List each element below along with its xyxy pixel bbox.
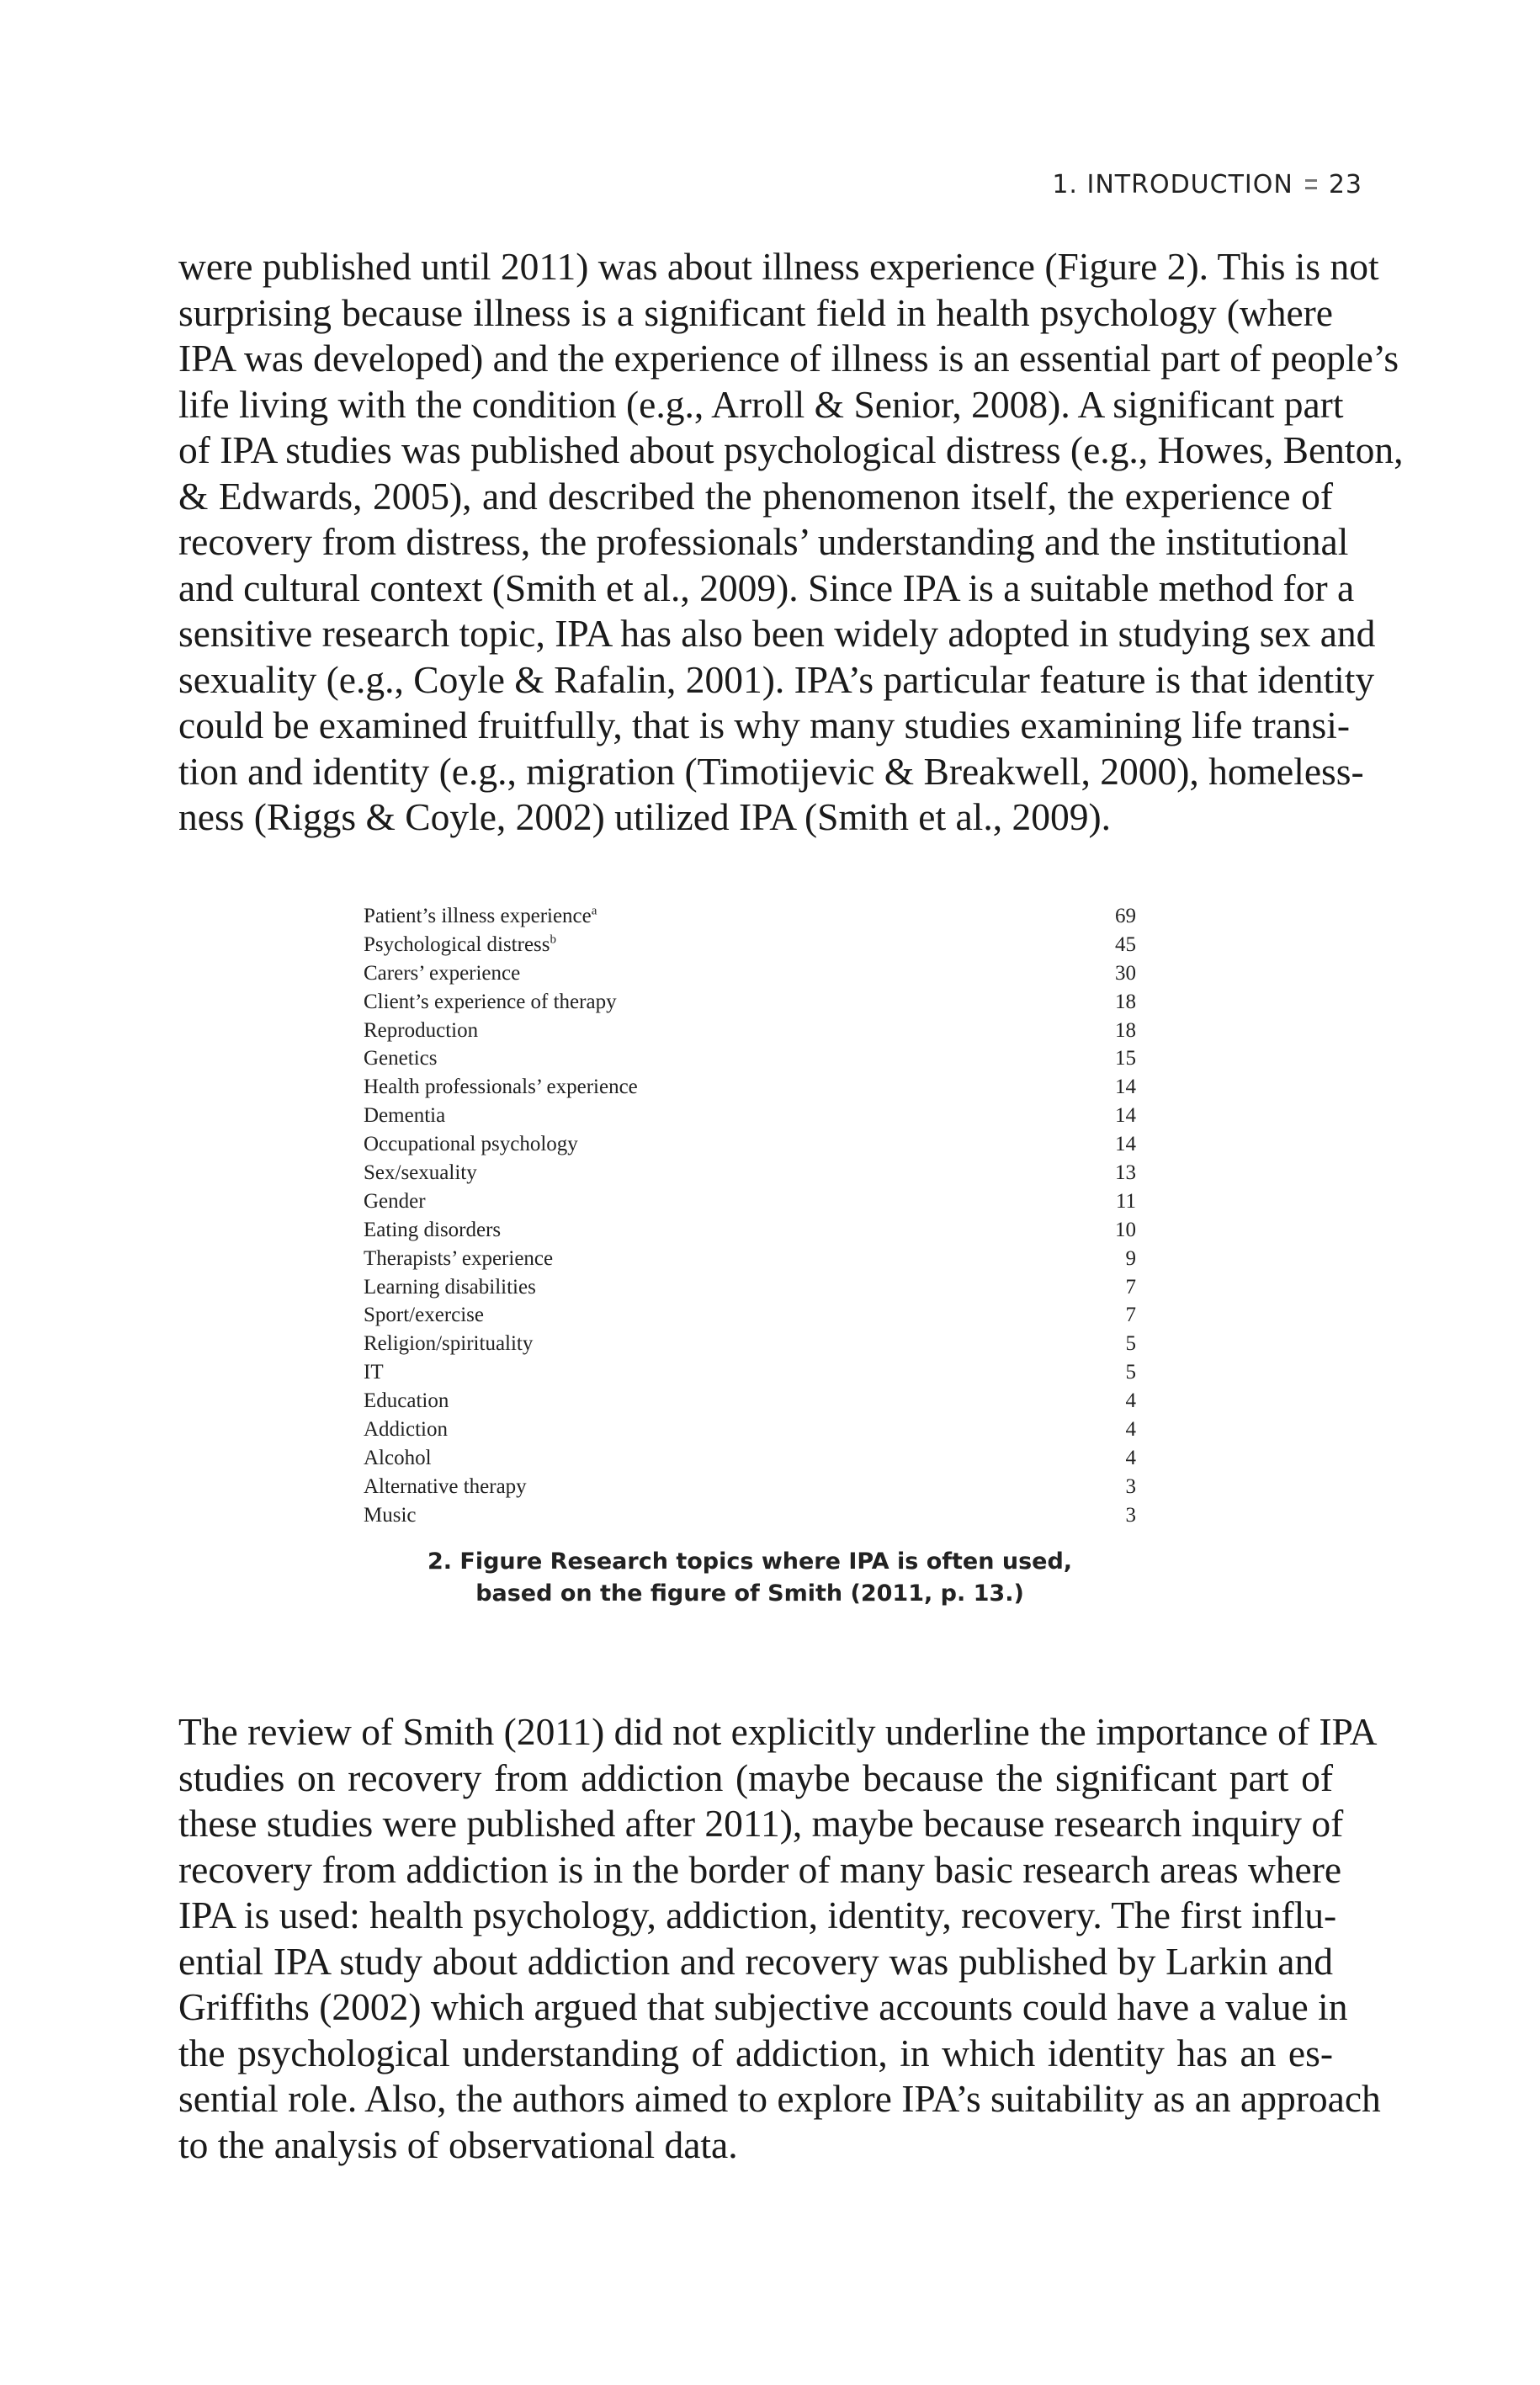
topic-label <box>364 1159 477 1187</box>
footnote-marker: b <box>550 932 557 947</box>
text-line: IPA is used: health psychology, addiction, identity, recovery. The first influ- <box>178 1894 1337 1936</box>
text-line: ness (Riggs & Coyle, 2002) utilized IPA (Smith et al., 2009). <box>178 795 1111 838</box>
topic-name: Education <box>364 1389 449 1413</box>
table-row <box>364 959 1136 988</box>
caption-line: 2. Figure Research topics where IPA is often used, <box>427 1548 1073 1575</box>
topic-count: 7 <box>1125 1275 1136 1299</box>
topic-count: 15 <box>1115 1047 1136 1070</box>
table-row <box>364 1301 1136 1330</box>
table-row <box>364 1073 1136 1102</box>
table-row <box>364 1473 1136 1501</box>
topic-label <box>364 931 556 959</box>
table-row <box>364 1273 1136 1302</box>
topic-label <box>364 1216 501 1245</box>
text-line: sential role. Also, the authors aimed to explore IPA’s suitability as an approach <box>178 2077 1381 2120</box>
topic-name: Health professionals’ experience <box>364 1076 638 1099</box>
text-line: Griffiths (2002) which argued that subjective accounts could have a value in <box>178 1985 1348 2028</box>
chapter-title: 1. INTRODUCTION <box>1052 170 1293 199</box>
footnote-marker: a <box>591 904 597 918</box>
text-line: ential IPA study about addiction and recovery was published by Larkin and <box>178 1939 1333 1983</box>
topic-name: Eating disorders <box>364 1218 502 1241</box>
paragraph-2 <box>178 1709 1381 2168</box>
caption-line: based on the figure of Smith (2011, p. 13.) <box>475 1580 1024 1607</box>
topic-label <box>364 1130 578 1159</box>
text-line: sexuality (e.g., Coyle & Rafalin, 2001). IPA’s particular feature is that identity <box>178 657 1375 701</box>
topic-name: Addiction <box>364 1418 448 1442</box>
topic-name: Genetics <box>364 1047 438 1070</box>
table-row <box>364 1044 1136 1073</box>
separator-icon <box>1305 179 1317 189</box>
table-row <box>364 1130 1136 1159</box>
topic-count: 30 <box>1115 961 1136 985</box>
topic-name: Alternative therapy <box>364 1474 527 1498</box>
topic-count: 10 <box>1115 1218 1136 1241</box>
topic-label <box>364 1416 448 1444</box>
topic-count: 3 <box>1125 1503 1136 1527</box>
table-row <box>364 988 1136 1017</box>
page-number: 23 <box>1328 170 1362 199</box>
table-row <box>364 1444 1136 1473</box>
research-topics-table <box>364 902 1136 1530</box>
table-row <box>364 1102 1136 1130</box>
topic-name: Therapists’ experience <box>364 1246 554 1270</box>
text-line: sensitive research topic, IPA has also been widely adopted in studying sex and <box>178 612 1376 655</box>
topic-name: Client’s experience of therapy <box>364 990 617 1013</box>
paragraph-2-text <box>178 1709 1381 2168</box>
paragraph-1-text <box>178 244 1404 841</box>
topic-count: 14 <box>1115 1076 1136 1099</box>
topic-name: Dementia <box>364 1104 446 1128</box>
topic-name: Sex/sexuality <box>364 1161 477 1185</box>
topic-count: 4 <box>1125 1418 1136 1442</box>
text-line: surprising because illness is a significant field in health psychology (where <box>178 290 1333 334</box>
topic-label <box>364 1358 384 1387</box>
topic-label <box>364 902 597 931</box>
topic-count: 18 <box>1115 1018 1136 1042</box>
table-row <box>364 1387 1136 1416</box>
topic-label <box>364 1245 553 1273</box>
topic-count: 3 <box>1125 1474 1136 1498</box>
running-head <box>1052 170 1362 199</box>
topic-name: Carers’ experience <box>364 961 521 985</box>
topic-name: Sport/exercise <box>364 1304 485 1327</box>
topic-name: Psychological distress <box>364 932 550 956</box>
topic-label <box>364 1273 536 1302</box>
topic-name: Patient’s illness experience <box>364 905 592 927</box>
topic-label <box>364 1044 437 1073</box>
topic-label <box>364 1301 484 1330</box>
table-row <box>364 931 1136 959</box>
text-line: & Edwards, 2005), and described the phenomenon itself, the experience of <box>178 474 1333 518</box>
text-line: of IPA studies was published about psychological distress (e.g., Howes, Benton, <box>178 428 1404 471</box>
topic-name: Religion/spirituality <box>364 1332 534 1356</box>
text-line: life living with the condition (e.g., Arroll & Senior, 2008). A significant part <box>178 382 1344 426</box>
table-row <box>364 902 1136 931</box>
topic-label <box>364 1187 426 1216</box>
table-row <box>364 1216 1136 1245</box>
topic-label <box>364 1473 527 1501</box>
table-row <box>364 1358 1136 1387</box>
topic-name: Occupational psychology <box>364 1133 578 1156</box>
topic-count: 4 <box>1125 1389 1136 1413</box>
table-row <box>364 1245 1136 1273</box>
topic-label <box>364 1387 449 1416</box>
topic-count: 13 <box>1115 1161 1136 1185</box>
topic-count: 5 <box>1125 1361 1136 1384</box>
text-line: recovery from distress, the professionals’ understanding and the institutional <box>178 520 1349 563</box>
topic-label <box>364 1102 445 1130</box>
table-row <box>364 1330 1136 1358</box>
paragraph-1 <box>178 244 1404 841</box>
topic-name: Gender <box>364 1189 426 1213</box>
topic-count: 18 <box>1115 990 1136 1013</box>
text-line: to the analysis of observational data. <box>178 2122 738 2166</box>
topic-count: 11 <box>1115 1189 1136 1213</box>
figure-caption <box>364 1546 1136 1610</box>
topic-name: IT <box>364 1361 384 1384</box>
topic-label <box>364 1444 432 1473</box>
table-row <box>364 1159 1136 1187</box>
topic-count: 4 <box>1125 1446 1136 1469</box>
topic-label <box>364 959 520 988</box>
text-line: these studies were published after 2011), maybe because research inquiry of <box>178 1802 1344 1845</box>
text-line: tion and identity (e.g., migration (Timotijevic & Breakwell, 2000), homeless- <box>178 749 1364 793</box>
table-row <box>364 1187 1136 1216</box>
topic-count: 5 <box>1125 1332 1136 1356</box>
text-line: could be examined fruitfully, that is why many studies examining life transi- <box>178 704 1351 746</box>
text-line: the psychological understanding of addiction, in which identity has an es- <box>178 2031 1333 2074</box>
topic-count: 14 <box>1115 1133 1136 1156</box>
table-row <box>364 1017 1136 1045</box>
text-line: The review of Smith (2011) did not explicitly underline the importance of IPA <box>178 1710 1378 1753</box>
topic-count: 7 <box>1125 1304 1136 1327</box>
text-line: studies on recovery from addiction (maybe because the significant part of <box>178 1756 1333 1799</box>
topic-count: 9 <box>1125 1246 1136 1270</box>
topic-label <box>364 1501 417 1530</box>
topic-name: Reproduction <box>364 1018 479 1042</box>
topic-count: 45 <box>1115 932 1136 956</box>
topic-name: Alcohol <box>364 1446 432 1469</box>
text-line: recovery from addiction is in the border of many basic research areas where <box>178 1847 1342 1891</box>
topic-name: Music <box>364 1503 417 1527</box>
topic-count: 69 <box>1115 905 1136 927</box>
text-line: IPA was developed) and the experience of illness is an essential part of people’s <box>178 337 1399 380</box>
table-row <box>364 1501 1136 1530</box>
topic-name: Learning disabilities <box>364 1275 536 1299</box>
text-line: and cultural context (Smith et al., 2009). Since IPA is a suitable method for a <box>178 566 1355 609</box>
topic-label <box>364 1330 533 1358</box>
topic-label <box>364 1073 638 1102</box>
table-row <box>364 1416 1136 1444</box>
topic-label <box>364 1017 478 1045</box>
text-line: were published until 2011) was about illness experience (Figure 2). This is not <box>178 245 1379 288</box>
topic-count: 14 <box>1115 1104 1136 1128</box>
topic-label <box>364 988 617 1017</box>
